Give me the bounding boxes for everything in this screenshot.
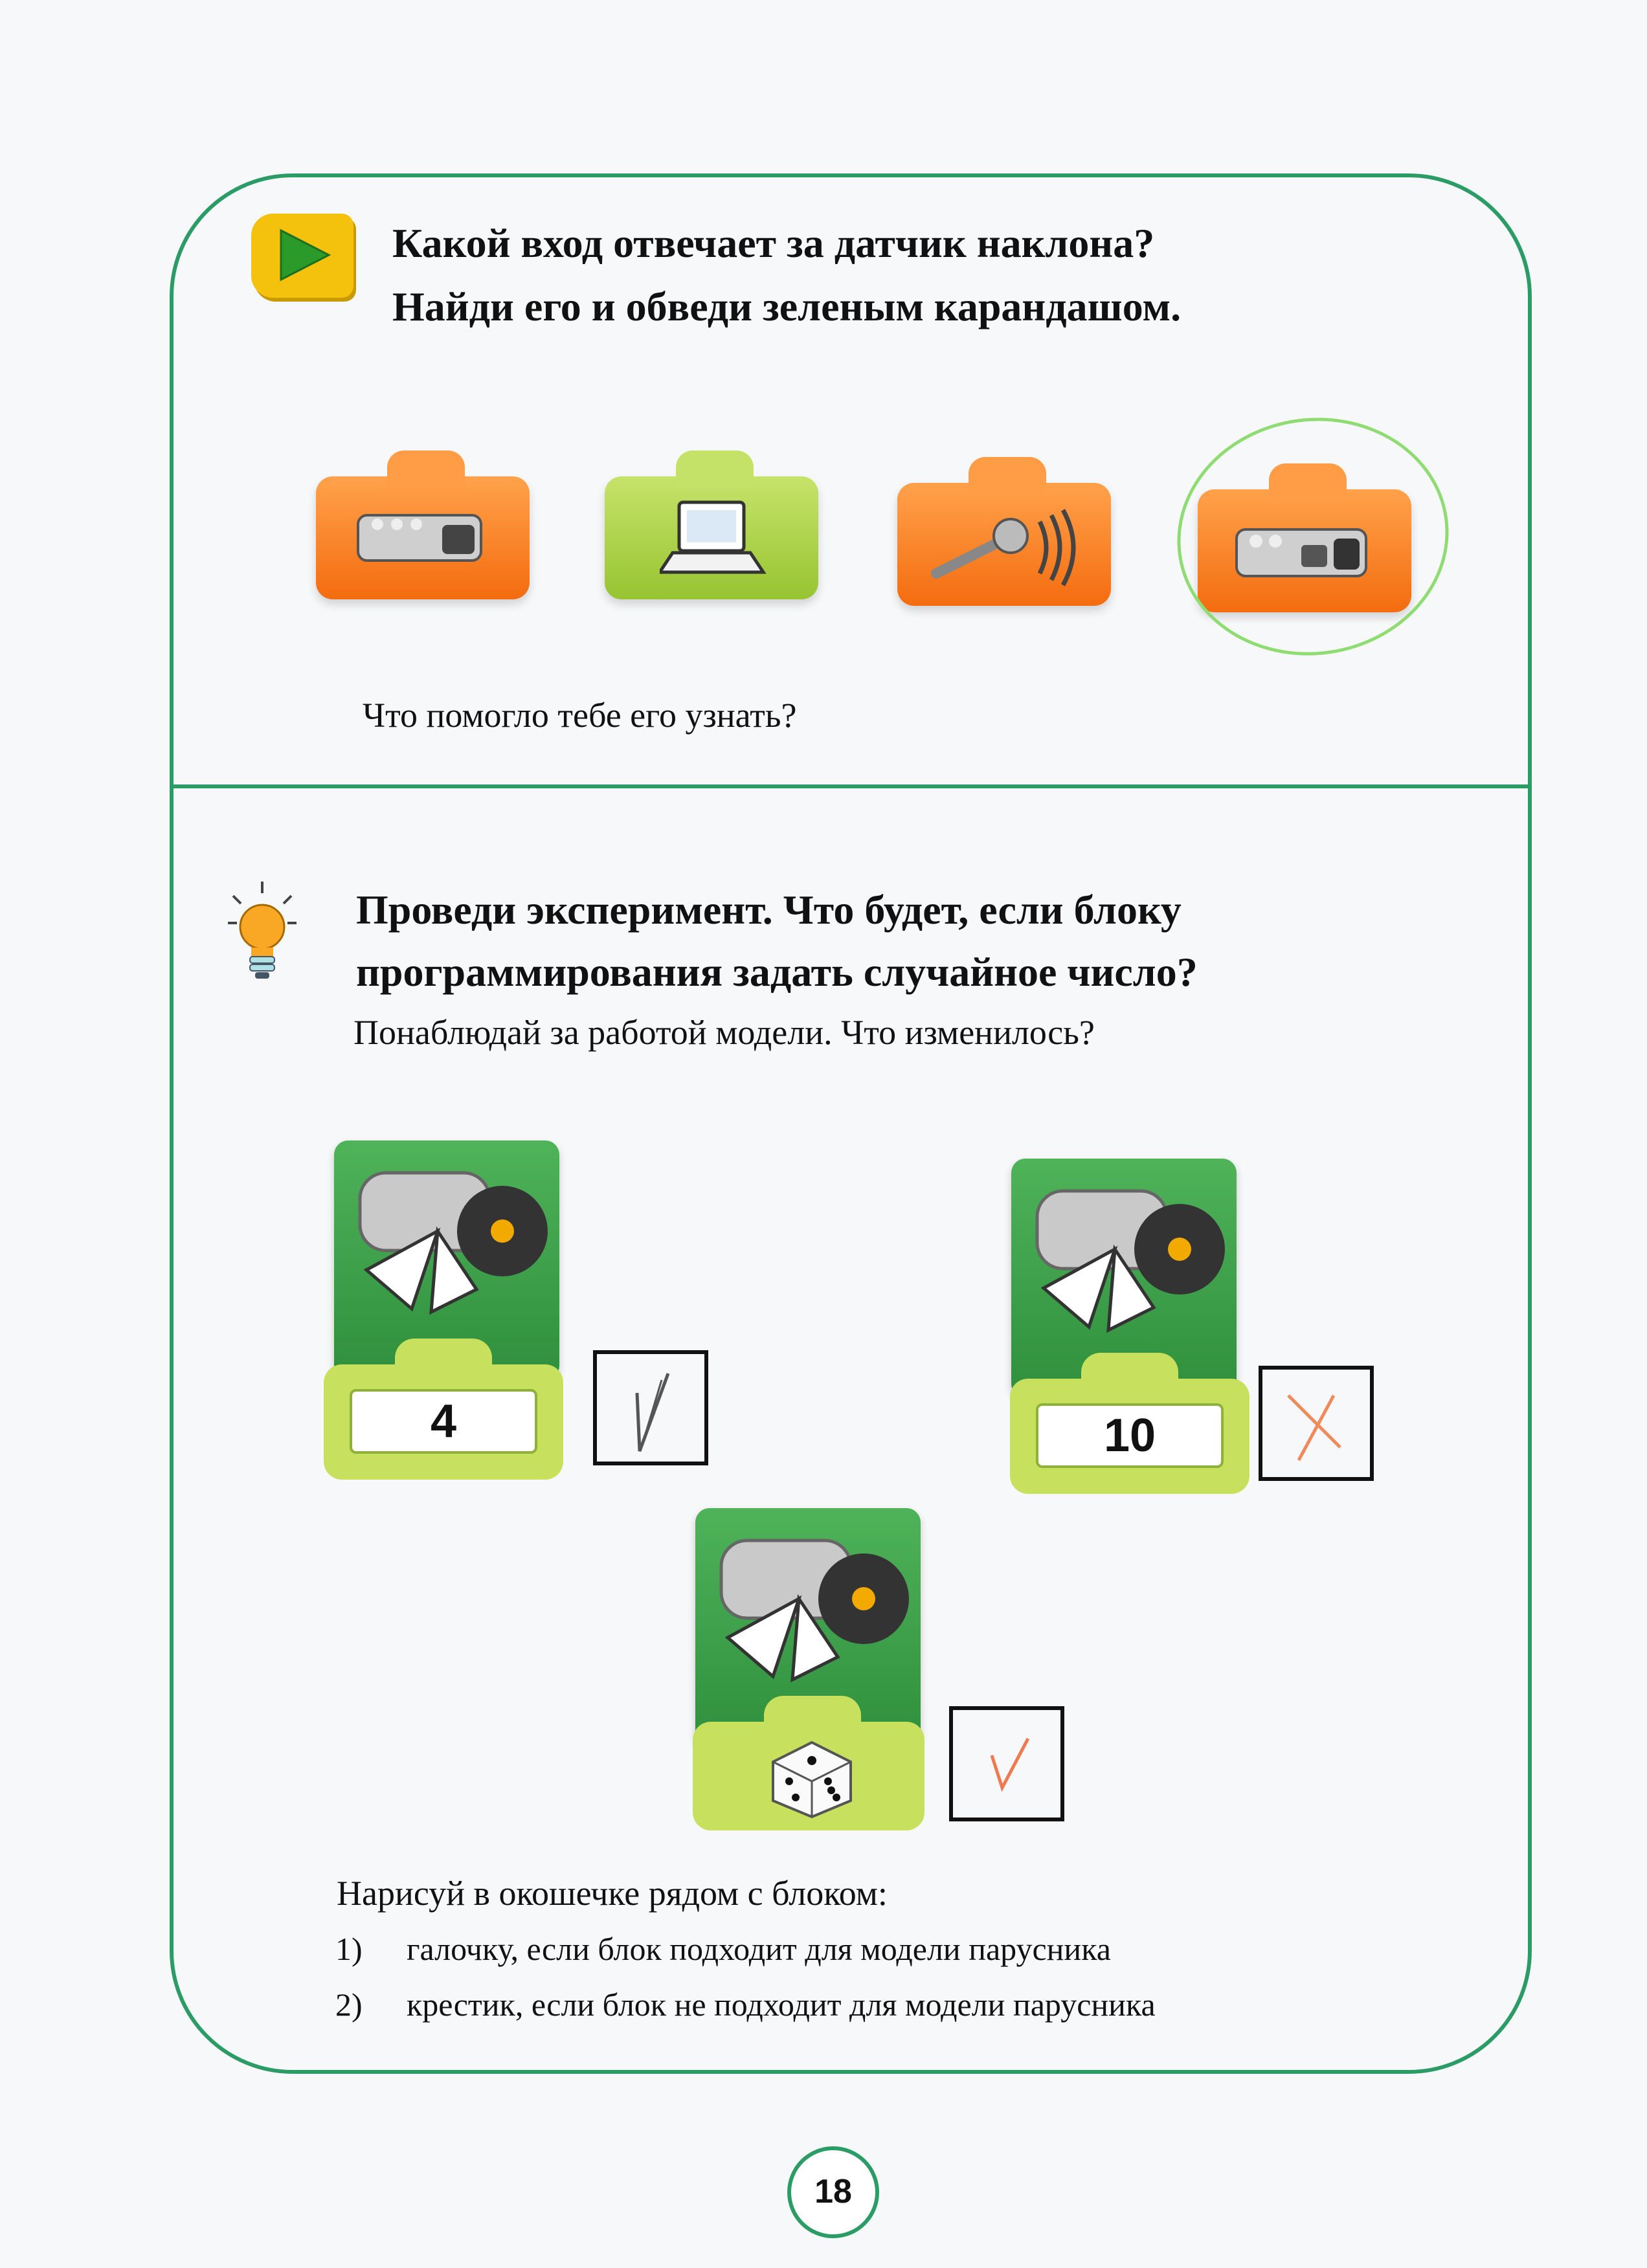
param-block-3[interactable] [693, 1722, 924, 1830]
sound-sensor-block[interactable] [897, 483, 1111, 606]
list-text: галочку, если блок подходит для модели парусника [407, 1931, 1111, 1967]
motor-icon [347, 1160, 548, 1315]
laptop-icon [660, 496, 770, 580]
experiment-subtitle: Понаблюдай за работой модели. Что изменилось? [353, 1013, 1095, 1052]
cross-mark-icon [1262, 1370, 1370, 1477]
param-block-2[interactable] [1010, 1379, 1249, 1494]
section-divider [170, 784, 1532, 788]
block-cap [1081, 1353, 1178, 1392]
block-cap [764, 1696, 861, 1735]
list-number: 1) [335, 1931, 363, 1967]
list-item-2 [335, 1983, 1156, 2026]
tick-mark-icon [597, 1354, 704, 1462]
tilt-sensor-block[interactable] [316, 476, 530, 599]
param-value-field[interactable]: 10 [1036, 1403, 1224, 1468]
tick-mark-icon [953, 1710, 1060, 1818]
laptop-block[interactable] [605, 476, 818, 599]
instruction-text: Нарисуй в окошечке рядом с блоком: [337, 1874, 888, 1913]
tilt-sensor-icon [352, 502, 494, 573]
list-text: крестик, если блок не подходит для модели парусника [407, 1986, 1156, 2023]
block-tab [969, 457, 1046, 496]
motor-icon [1024, 1178, 1225, 1333]
dice-icon [760, 1736, 857, 1820]
question-line-2: Найди его и обведи зеленым карандашом. [392, 284, 1182, 329]
param-value-field[interactable]: 4 [350, 1389, 537, 1454]
answer-box-3[interactable] [949, 1706, 1064, 1821]
list-number: 2) [335, 1986, 363, 2023]
prompt-text: Что помогло тебе его узнать? [363, 696, 797, 735]
sound-sensor-icon [923, 509, 1085, 586]
block-cap [395, 1339, 492, 1377]
experiment-title-line-1: Проведи эксперимент. Что будет, если блоку [356, 887, 1182, 933]
block-tab [387, 450, 465, 489]
experiment-title-line-2: программирования задать случайное число? [356, 949, 1198, 995]
answer-box-1[interactable] [593, 1350, 708, 1465]
param-block-1[interactable] [324, 1364, 563, 1480]
block-tab [676, 450, 754, 489]
lightbulb-icon [227, 880, 298, 984]
list-item-1 [335, 1928, 1111, 1970]
motor-icon [708, 1528, 909, 1683]
answer-box-2[interactable] [1259, 1366, 1374, 1481]
play-icon [251, 214, 353, 298]
page-number: 18 [787, 2146, 879, 2238]
question-line-1: Какой вход отвечает за датчик наклона? [392, 220, 1155, 266]
